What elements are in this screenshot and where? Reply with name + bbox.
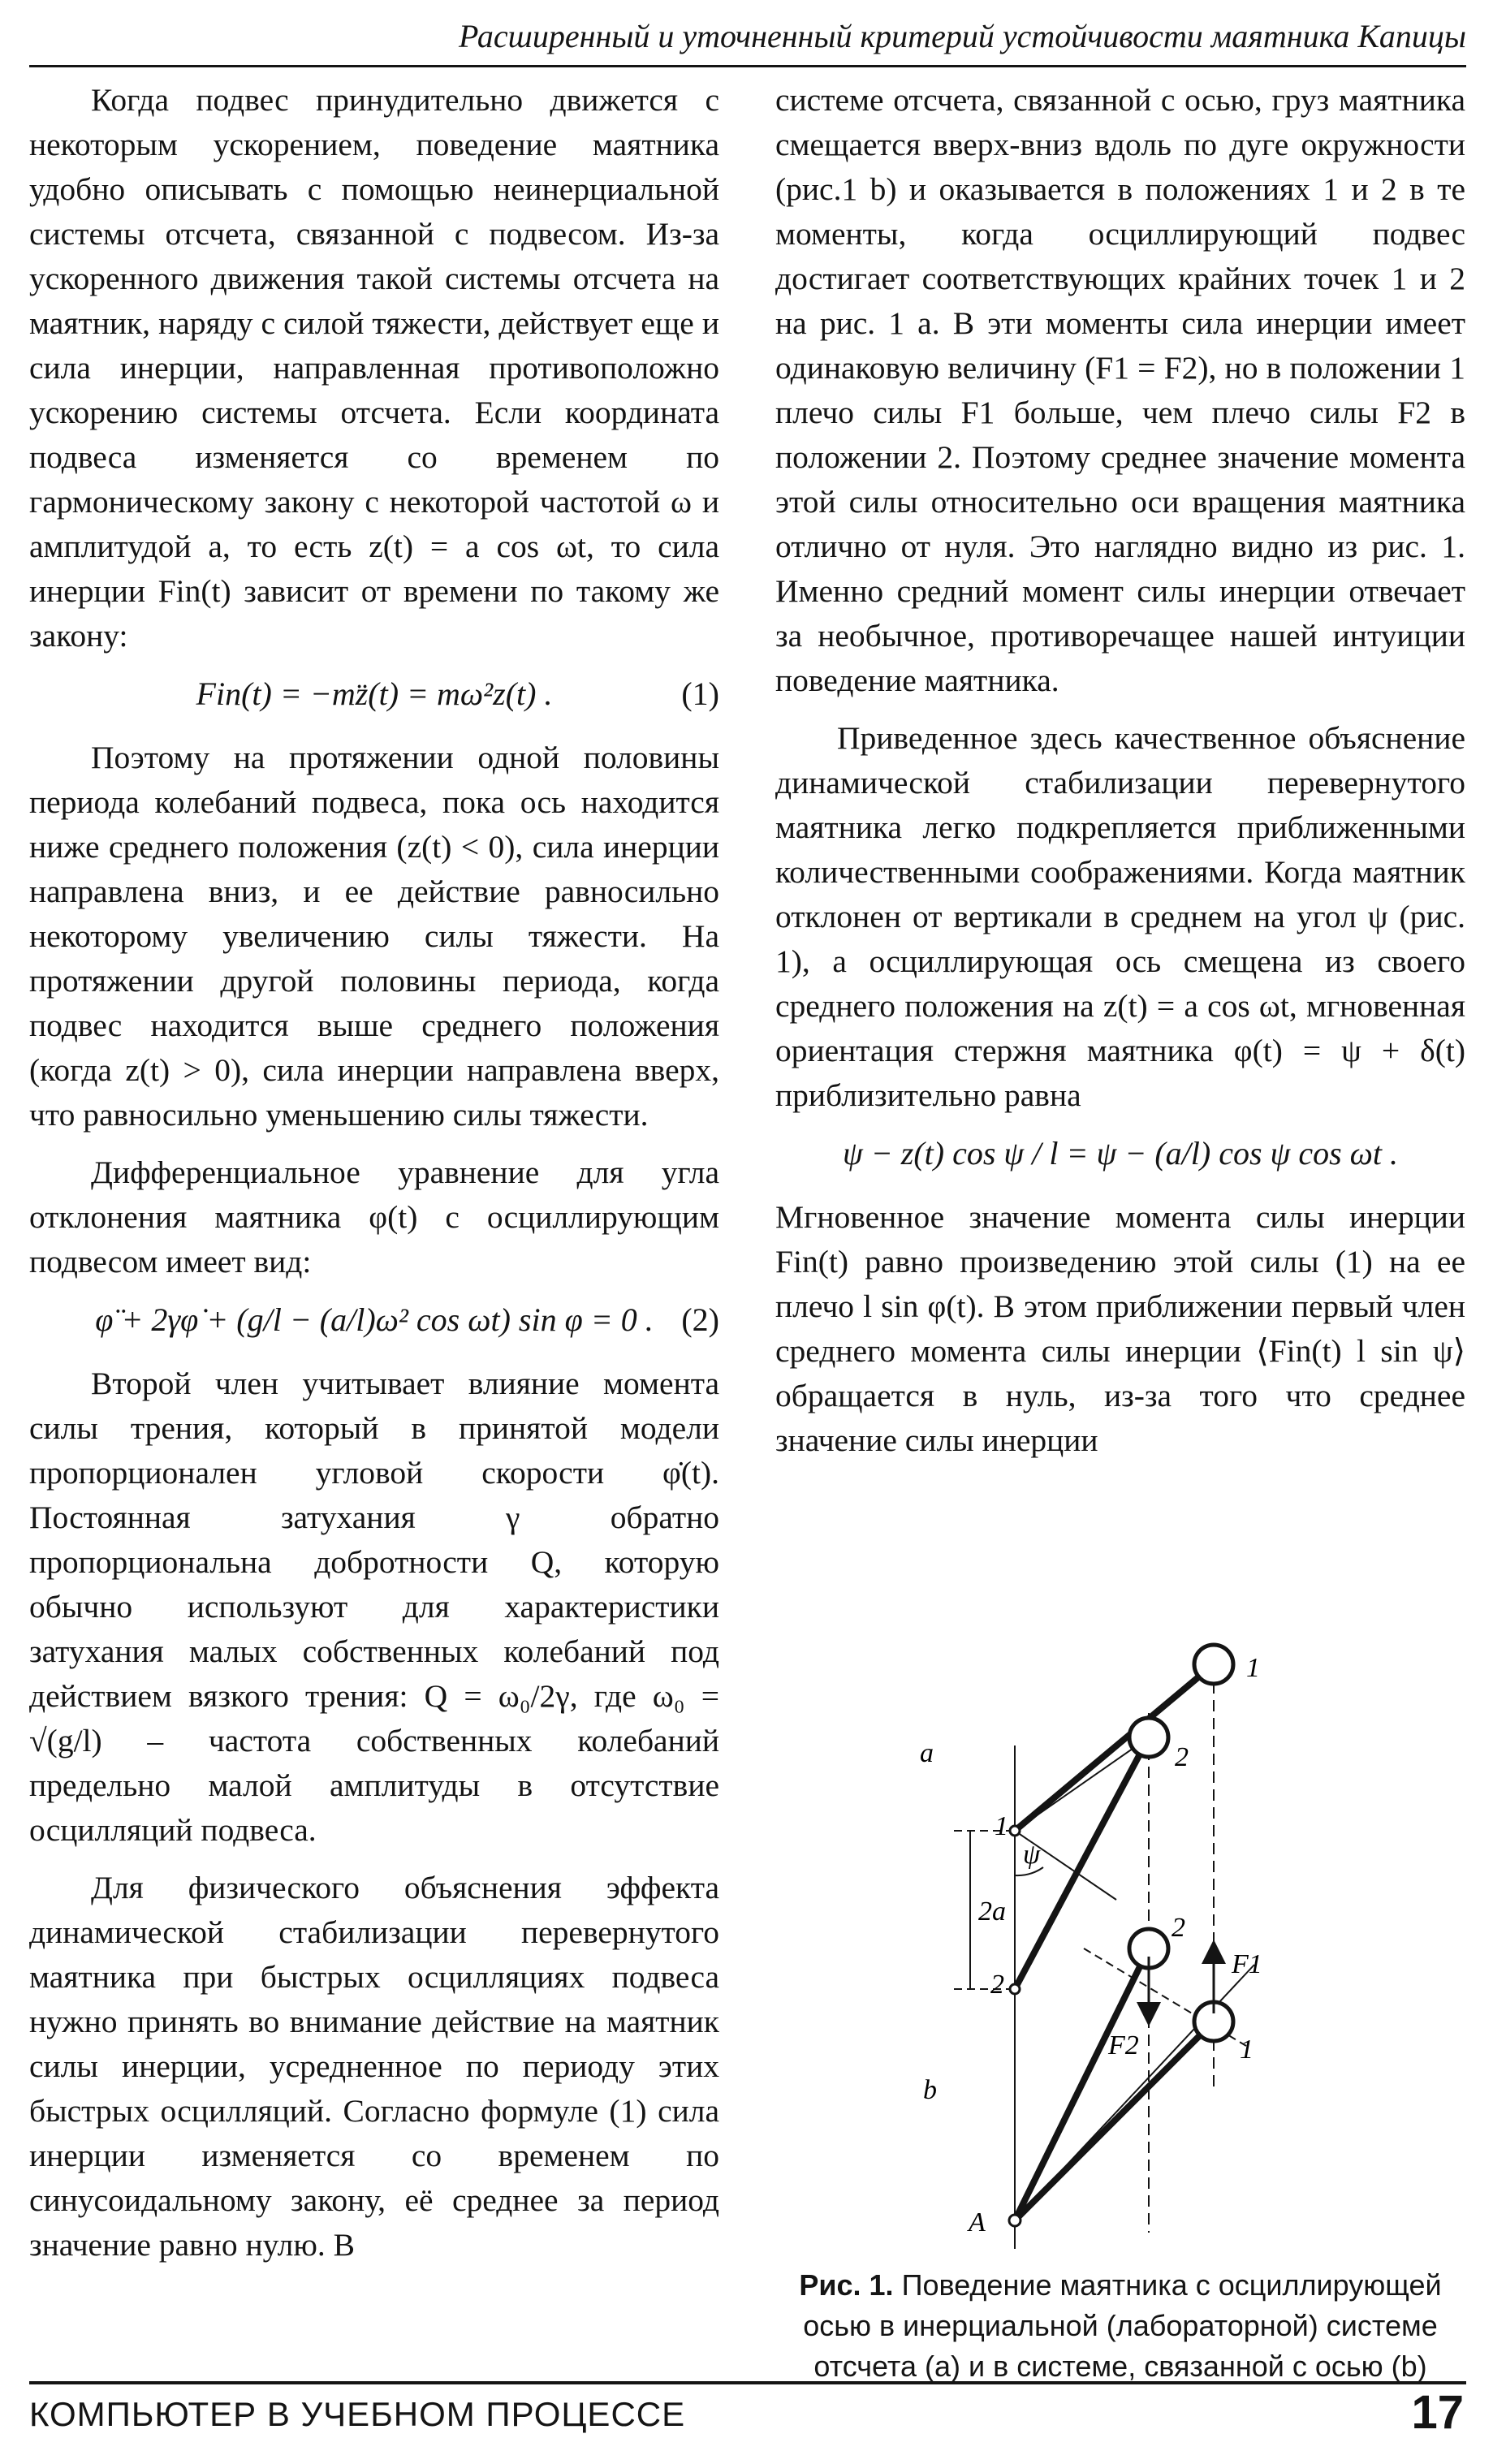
paragraph-friction-term: Второй член учитывает влияние момента силы трения, который в принятой модели пропорционален угловой скорости φ̇(t). Постоянная затухания γ обратно пропорциональна добротности Q, которую обычно используют для характеристики затухания малых собственных колебаний под действием вязкого трения: Q = ω₀/2γ, где ω₀ = √(g/l) – частота собственных колебаний предельно малой амплитуды в отсутствие осцилляций подвеса. bbox=[29, 1366, 719, 1848]
label-b: b bbox=[923, 2075, 937, 2105]
paragraph-axis-frame: системе отсчета, связанной с осью, груз маятника смещается вверх-вниз вдоль по дуге окружности (рис.1 b) и оказывается в положениях 1 и 2 в те моменты, когда осциллирующий подвес достигает соответствующих крайних точек 1 и 2 на рис. 1 a. В эти моменты сила инерции имеет одинаковую величину (F1 = F2), но в положении 1 плечо силы F1 больше, чем плечо силы F2 в положении 2. Поэтому среднее значение момента этой силы относительно оси вращения маятника отлично от нуля. Это наглядно видно из рис. 1. Именно средний момент силы инерции отвечает за необычное, противоречащее нашей интуиции поведение маятника. bbox=[775, 82, 1465, 698]
equation-1-body: Fin(t) = −mz̈(t) = mω²z(t) . bbox=[196, 675, 553, 712]
equation-1-number: (1) bbox=[681, 675, 719, 712]
bob-position-2 bbox=[1129, 1718, 1168, 1757]
pivot-position-2 bbox=[1010, 1984, 1020, 1994]
paragraph-physical-explanation: Для физического объяснения эффекта динамической стабилизации перевернутого маятника при быстрых осцилляциях подвеса нужно принять во внимание действие на маятник силы инерции, усредненное по периоду этих быстрых осцилляций. Согласно формуле (1) сила инерции изменяется со временем по синусоидальному закону, её среднее за период значение равно нулю. В bbox=[29, 1870, 719, 2263]
equation-3-body: ψ − z(t) cos ψ / l = ψ − (a/l) cos ψ cos ωt . bbox=[842, 1135, 1399, 1172]
journal-name: КОМПЬЮТЕР В УЧЕБНОМ ПРОЦЕССЕ bbox=[29, 2395, 686, 2433]
label-F2: F2 bbox=[1108, 2030, 1139, 2061]
equation-2 bbox=[29, 1297, 719, 1342]
figure-1 bbox=[775, 1632, 1465, 2249]
bob-position-1 bbox=[1194, 1645, 1233, 1684]
paragraph-diff-equation-intro: Дифференциальное уравнение для угла отклонения маятника φ(t) с осциллирующим подвесом имеет вид: bbox=[29, 1154, 719, 1279]
label-pivot-1: 1 bbox=[995, 1811, 1008, 1841]
figure-caption bbox=[775, 2265, 1465, 2387]
right-column bbox=[775, 78, 1465, 1476]
label-pivot-2: 2 bbox=[990, 1970, 1004, 2000]
equation-2-number: (2) bbox=[681, 1301, 719, 1338]
label-bob-2-b: 2 bbox=[1172, 1913, 1185, 1943]
label-psi: ψ bbox=[1023, 1840, 1041, 1870]
label-F1: F1 bbox=[1232, 1949, 1262, 1979]
label-a: a bbox=[920, 1738, 934, 1768]
left-column bbox=[29, 78, 719, 2281]
label-2a: 2a bbox=[978, 1897, 1006, 1927]
label-bob-1-b: 1 bbox=[1240, 2035, 1254, 2065]
header-rule bbox=[29, 65, 1466, 67]
running-title: Расширенный и уточненный критерий устойчивости маятника Капицы bbox=[459, 18, 1466, 54]
paragraph-moment: Мгновенное значение момента силы инерции Fin(t) равно произведению этой силы (1) на ее плечо l sin φ(t). В этом приближении первый член среднего момента силы инерции ⟨Fin(t) l sin ψ⟩ обращается в нуль, из-за того что среднее значение силы инерции bbox=[775, 1199, 1465, 1458]
caption-text: Поведение маятника с осциллирующей осью в инерциальной (лабораторной) системе отсчета (a) и в системе, связанной с осью (b) bbox=[803, 2268, 1442, 2383]
equation-3 bbox=[775, 1131, 1465, 1176]
footer-rule bbox=[29, 2381, 1466, 2384]
label-A: A bbox=[969, 2207, 986, 2237]
rod-thin-1 bbox=[1015, 1737, 1149, 1831]
equation-2-body: φ̈ + 2γφ̇ + (g/l − (a/l)ω² cos ωt) sin φ = 0 . bbox=[95, 1301, 654, 1338]
paragraph-inertial-frame: Когда подвес принудительно движется с некоторым ускорением, поведение маятника удобно описывать с помощью неинерциальной системы отсчета, связанной с подвесом. Из-за ускоренного движения такой системы отсчета на маятник, наряду с силой тяжести, действует еще и сила инерции, направленная противоположно ускорению системы отсчета. Если координата подвеса изменяется со временем по гармоническому закону с некоторой частотой ω и амплитудой a, то есть z(t) = a cos ωt, то сила инерции Fin(t) зависит от времени по такому же закону: bbox=[29, 82, 719, 654]
pivot-A bbox=[1009, 2215, 1021, 2226]
paragraph-quantitative: Приведенное здесь качественное объяснение динамической стабилизации перевернутого маятника легко подкрепляется приближенными количественными соображениями. Когда маятник отклонен от вертикали в среднем на угол ψ (рис. 1), а осциллирующая ось смещена из своего среднего положения на z(t) = a cos ωt, мгновенная ориентация стержня маятника φ(t) = ψ + δ(t) приблизительно равна bbox=[775, 720, 1465, 1113]
pendulum-diagram bbox=[775, 1632, 1465, 2249]
caption-prefix: Рис. 1. bbox=[799, 2268, 894, 2302]
paragraph-half-period: Поэтому на протяжении одной половины периода колебаний подвеса, пока ось находится ниже среднего положения (z(t) < 0), сила инерции направлена вниз, и ее действие равносильно некоторому увеличению силы тяжести. На протяжении другой половины периода, когда подвес находится выше среднего положения (когда z(t) > 0), сила инерции направлена вверх, что равносильно уменьшению силы тяжести. bbox=[29, 740, 719, 1133]
label-bob-2-a: 2 bbox=[1175, 1742, 1189, 1772]
label-bob-1-a: 1 bbox=[1246, 1653, 1260, 1683]
pivot-position-1 bbox=[1010, 1826, 1020, 1836]
rod-b-position-2 bbox=[1015, 1948, 1149, 2220]
page-number: 17 bbox=[1411, 2386, 1464, 2439]
equation-1 bbox=[29, 671, 719, 716]
